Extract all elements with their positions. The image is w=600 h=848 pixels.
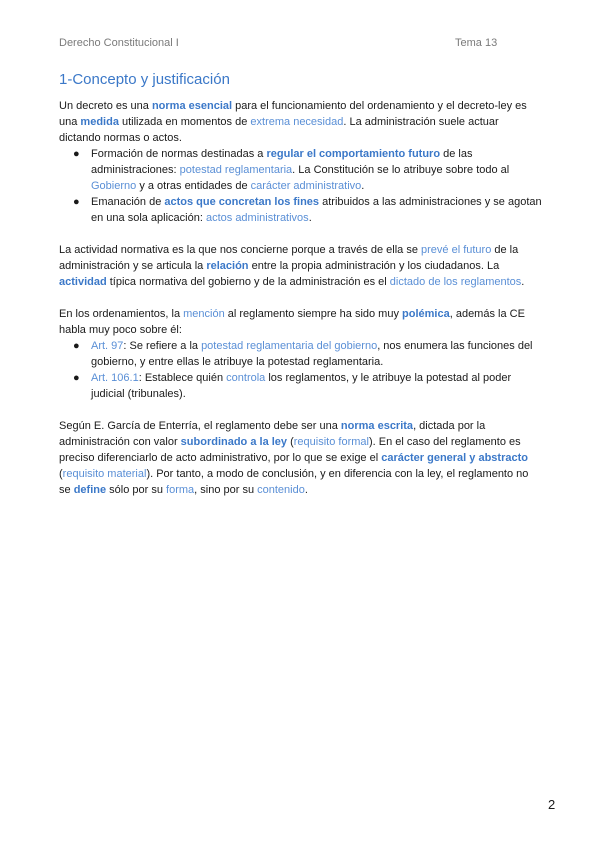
reference-term: actos administrativos bbox=[205, 212, 309, 224]
reference-term: requisito formal bbox=[293, 436, 369, 448]
text-run: . La administración suele actuar dictando normas o actos. bbox=[59, 116, 499, 144]
highlight-term: define bbox=[73, 484, 107, 496]
text-run: entre la propia administración y los ciudadanos. La bbox=[248, 260, 500, 272]
page-number: 2 bbox=[548, 797, 556, 812]
reference-term: Art. 97 bbox=[91, 340, 124, 352]
bullet-icon: ● bbox=[73, 340, 80, 352]
text-run: , además la CE habla muy poco sobre él: bbox=[59, 308, 525, 336]
text-run: sólo por su bbox=[106, 484, 167, 496]
text-run: típica normativa del gobierno y de la administración es el bbox=[106, 276, 390, 288]
text-run: ( bbox=[59, 468, 63, 480]
reference-term: mención bbox=[183, 308, 225, 320]
highlight-term: relación bbox=[206, 260, 249, 272]
list-item bbox=[59, 194, 543, 226]
header-course: Derecho Constitucional I bbox=[59, 37, 179, 49]
text-run: para el funcionamiento del ordenamiento y el decreto-ley es una bbox=[59, 100, 527, 128]
text-run: En los ordenamientos, la bbox=[59, 308, 184, 320]
list-item bbox=[59, 370, 543, 402]
reference-term: potestad reglamentaria del gobierno bbox=[201, 340, 378, 352]
reference-term: contenido bbox=[257, 484, 305, 496]
highlight-term: subordinado a la ley bbox=[180, 436, 288, 448]
bullet-icon: ● bbox=[73, 372, 80, 384]
list-actuacion bbox=[59, 146, 543, 226]
text-run: de las administraciones: bbox=[91, 148, 473, 176]
text-run: . La Constitución se lo atribuye sobre todo al bbox=[292, 164, 510, 176]
reference-term: Art. 106.1 bbox=[91, 372, 139, 384]
text-run: y a otras entidades de bbox=[136, 180, 251, 192]
text-run: ( bbox=[287, 436, 294, 448]
text-run: Un decreto es una bbox=[59, 100, 152, 112]
text-run: ). Por tanto, a modo de conclusión, y en diferencia con la ley, el reglamento no se bbox=[59, 468, 529, 496]
text-run: . bbox=[521, 276, 525, 288]
page-header bbox=[59, 37, 541, 51]
text-run: , nos enumera las funciones del gobierno, y entre ellas le atribuye la potestad reglamentaria. bbox=[91, 340, 533, 368]
reference-term: extrema necesidad bbox=[250, 116, 344, 128]
highlight-term: medida bbox=[80, 116, 119, 128]
highlight-term: actos que concretan los fines bbox=[164, 196, 320, 208]
header-topic: Tema 13 bbox=[455, 37, 498, 49]
reference-term: controla bbox=[226, 372, 266, 384]
highlight-term: norma escrita bbox=[340, 420, 414, 432]
text-run: , dictada por la administración con valor bbox=[59, 420, 486, 448]
spacer bbox=[59, 290, 543, 306]
text-run: utilizada en momentos de bbox=[118, 116, 251, 128]
text-run: atribuidos a las administraciones y se agotan en una sola aplicación: bbox=[91, 196, 542, 224]
reference-term: dictado de los reglamentos bbox=[389, 276, 522, 288]
text-run: , sino por su bbox=[194, 484, 258, 496]
section-title: 1-Concepto y justificación bbox=[59, 71, 230, 88]
highlight-term: carácter general y abstracto bbox=[381, 452, 528, 464]
reference-term: forma bbox=[166, 484, 195, 496]
text-run: : Se refiere a la bbox=[123, 340, 202, 352]
paragraph-ordenamientos bbox=[59, 306, 543, 338]
reference-term: prevé el futuro bbox=[421, 244, 492, 256]
page-content bbox=[59, 70, 543, 498]
text-run: los reglamentos, y le atribuye la potestad al poder judicial (tribunales). bbox=[91, 372, 512, 400]
reference-term: Gobierno bbox=[91, 180, 137, 192]
text-run: . bbox=[304, 484, 308, 496]
highlight-term: regular el comportamiento futuro bbox=[266, 148, 441, 160]
reference-term: requisito material bbox=[62, 468, 147, 480]
bullet-icon: ● bbox=[73, 148, 80, 160]
reference-term: carácter administrativo bbox=[250, 180, 362, 192]
text-run: Formación de normas destinadas a bbox=[91, 148, 267, 160]
text-run: Emanación de bbox=[91, 196, 165, 208]
bullet-icon: ● bbox=[73, 196, 80, 208]
text-run: al reglamento siempre ha sido muy bbox=[224, 308, 403, 320]
paragraph-actividad-normativa bbox=[59, 242, 543, 290]
highlight-term: polémica bbox=[402, 308, 450, 320]
text-run: ). En el caso del reglamento es preciso diferenciarlo de acto administrativo, por lo que se exige el bbox=[59, 436, 521, 464]
list-articulos bbox=[59, 338, 543, 402]
text-run: La actividad normativa es la que nos concierne porque a través de ella se bbox=[59, 244, 421, 256]
text-run: Según E. García de Enterría, el reglamento debe ser una bbox=[59, 420, 341, 432]
list-item bbox=[59, 338, 543, 370]
spacer bbox=[59, 402, 543, 418]
highlight-term: actividad bbox=[59, 276, 107, 288]
text-run: . bbox=[308, 212, 312, 224]
text-run: . bbox=[361, 180, 365, 192]
reference-term: potestad reglamentaria bbox=[179, 164, 293, 176]
spacer bbox=[59, 226, 543, 242]
text-run: de la administración y se articula la bbox=[59, 244, 519, 272]
paragraph-decreto bbox=[59, 98, 543, 146]
list-item bbox=[59, 146, 543, 194]
highlight-term: norma esencial bbox=[151, 100, 233, 112]
text-run: : Establece quién bbox=[138, 372, 227, 384]
paragraph-garcia-enterria bbox=[59, 418, 543, 498]
